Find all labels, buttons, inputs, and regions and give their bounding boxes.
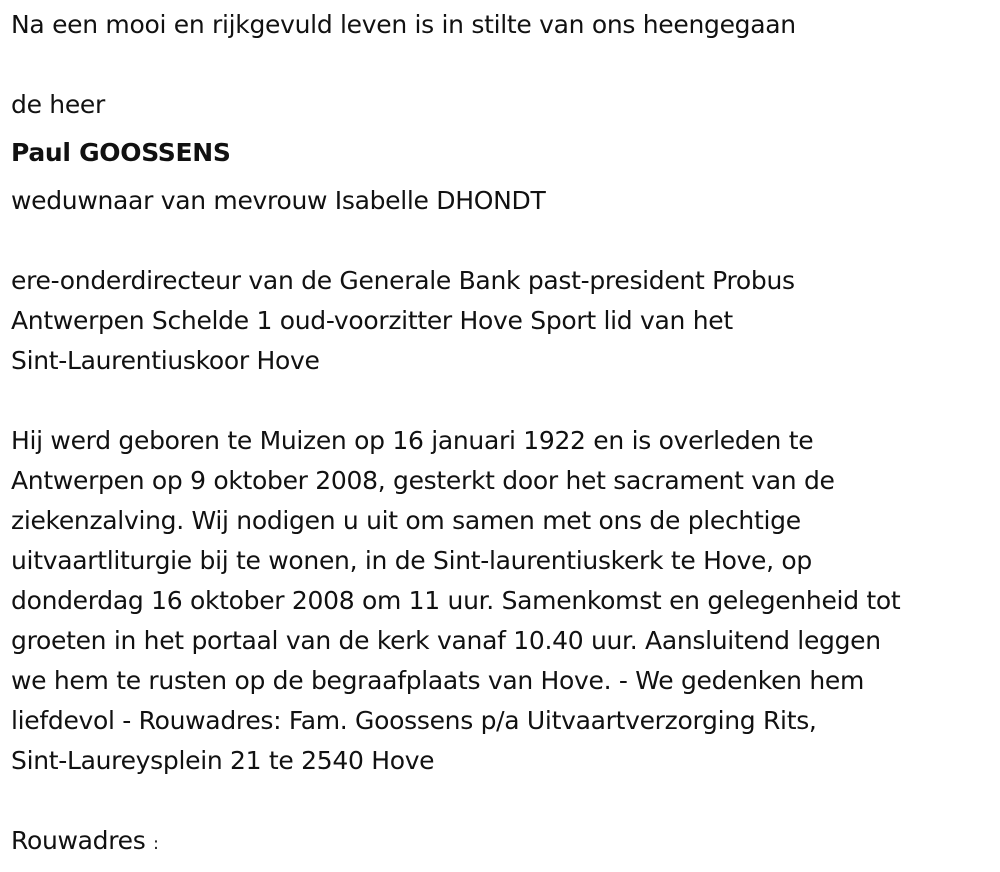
- body-line: uitvaartliturgie bij te wonen, in de Sint-laurentiuskerk te Hove, op: [11, 546, 812, 575]
- address-heading: [11, 826, 159, 859]
- intro-text: Na een mooi en rijkgevuld leven is in stilte van ons heengegaan: [11, 10, 796, 39]
- address-label: Rouwadres: [11, 826, 146, 855]
- deceased-name: Paul GOOSSENS: [11, 138, 231, 167]
- body-line: donderdag 16 oktober 2008 om 11 uur. Samenkomst en gelegenheid tot: [11, 586, 901, 615]
- body-line: we hem te rusten op de begraafplaats van Hove. - We gedenken hem: [11, 666, 865, 695]
- body-line: liefdevol - Rouwadres: Fam. Goossens p/a Uitvaartverzorging Rits,: [11, 706, 817, 735]
- body-paragraph: [11, 421, 986, 781]
- salutation: de heer: [11, 90, 105, 119]
- body-line: groeten in het portaal van de kerk vanaf 10.40 uur. Aansluitend leggen: [11, 626, 881, 655]
- titles-paragraph: [11, 261, 986, 381]
- address-colon: :: [153, 834, 159, 854]
- relation-text: weduwnaar van mevrouw Isabelle DHONDT: [11, 186, 546, 215]
- body-line: Hij werd geboren te Muizen op 16 januari 1922 en is overleden te: [11, 426, 814, 455]
- body-line: ziekenzalving. Wij nodigen u uit om samen met ons de plechtige: [11, 506, 801, 535]
- body-line: Sint-Laureysplein 21 te 2540 Hove: [11, 746, 435, 775]
- titles-line: Antwerpen Schelde 1 oud-voorzitter Hove Sport lid van het: [11, 306, 733, 335]
- titles-line: Sint-Laurentiuskoor Hove: [11, 346, 320, 375]
- titles-line: ere-onderdirecteur van de Generale Bank past-president Probus: [11, 266, 795, 295]
- body-line: Antwerpen op 9 oktober 2008, gesterkt door het sacrament van de: [11, 466, 835, 495]
